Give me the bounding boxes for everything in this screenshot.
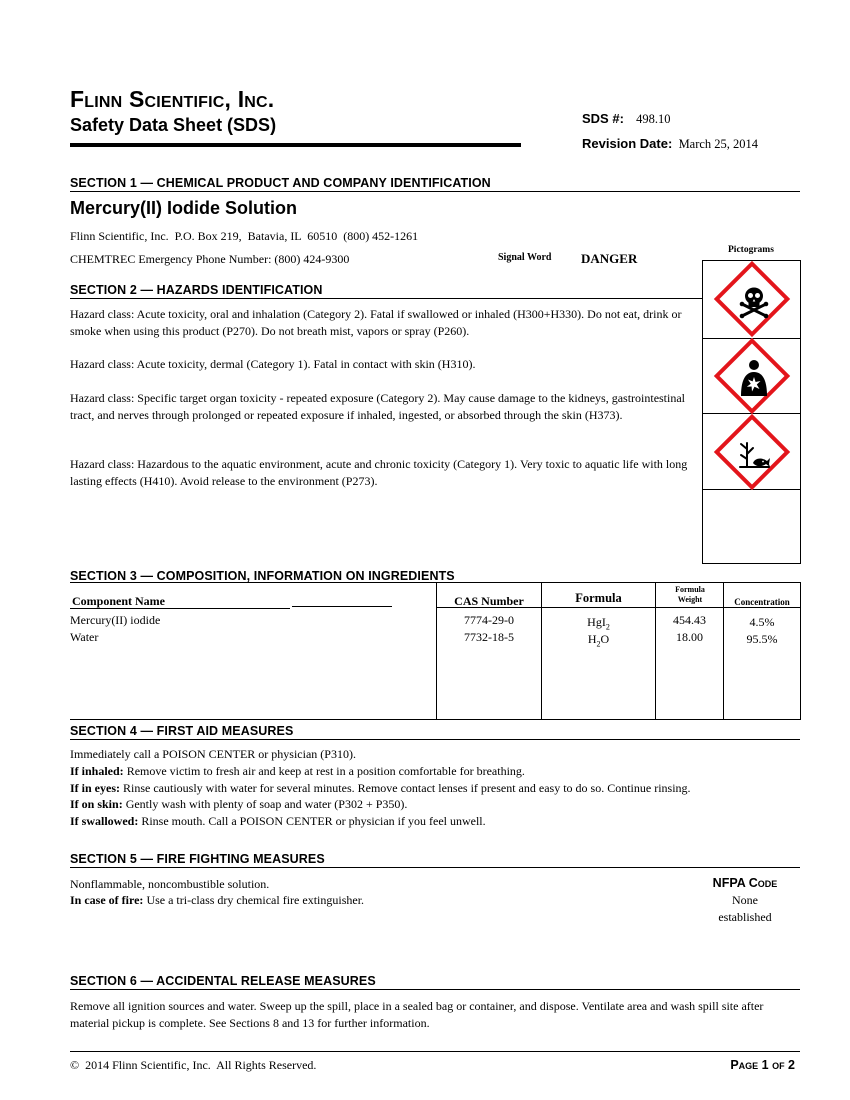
fire-line: Nonflammable, noncombustible solution. [70,877,270,891]
nfpa-value: established [718,910,772,924]
first-aid-label: If swallowed: [70,814,139,828]
emergency-phone: CHEMTREC Emergency Phone Number: (800) 424-9300 [70,252,350,266]
first-aid-intro: Immediately call a POISON CENTER or physician (P310). [70,747,356,761]
ingredients-table [70,582,801,720]
footer-rule [70,1051,800,1052]
column-header-component: Component Name [72,594,165,608]
pictograms-label: Pictograms [728,245,774,255]
company-address: Flinn Scientific, Inc. P.O. Box 219, Batavia, IL 60510 (800) 452-1261 [70,229,419,243]
page-number: Page 1 of 2 [730,1058,795,1072]
column-header-cas: CAS Number [454,594,524,608]
formula-subscript: 2 [605,622,610,632]
section-5-heading: SECTION 5 — FIRE FIGHTING MEASURES [70,852,800,866]
hazard-paragraph: Hazard class: Hazardous to the aquatic environment, acute and chronic toxicity (Category 1). Very toxic to aquatic life with long lasting effects (H410). Avoid release to the environment (P273). [70,457,688,488]
formula-tail: O [600,632,610,646]
first-aid-item [70,780,800,797]
hazard-paragraph: Hazard class: Specific target organ toxicity - repeated exposure (Category 2). May cause damage to the kidneys, gastrointestinal tract, and nerves through prolonged or repeated exposure if inhaled, ingested, or absorbed through the skin (H373). [70,391,686,422]
first-aid-item [70,763,800,780]
table-cell-component: Mercury(II) iodide [70,613,161,627]
section-6-heading: SECTION 6 — ACCIDENTAL RELEASE MEASURES [70,974,800,988]
first-aid-item [70,813,800,830]
section-3-heading: SECTION 3 — COMPOSITION, INFORMATION ON INGREDIENTS [70,569,455,583]
sds-number: 498.10 [636,112,671,126]
section-1-heading: SECTION 1 — CHEMICAL PRODUCT AND COMPANY IDENTIFICATION [70,176,800,190]
hazard-paragraph: Hazard class: Acute toxicity, oral and inhalation (Category 2). Fatal if swallowed or inhaled (H300+H330). Do not eat, drink or smoke when using this product (P270). Do not breath mist, vapors or spray (P260). [70,307,682,338]
revision-date: March 25, 2014 [678,137,759,151]
signal-word: DANGER [581,251,638,266]
first-aid-item [70,796,800,813]
first-aid-label: If on skin: [70,797,123,811]
table-cell-formula [542,631,655,653]
table-cell-weight: 454.43 [673,613,706,627]
column-header-concentration: Concentration [734,597,790,607]
first-aid-label: If in eyes: [70,781,120,795]
environment-hazard-icon [727,427,781,481]
sds-number-block [582,111,671,127]
first-aid-text: Rinse cautiously with water for several minutes. Remove contact lenses if present and easy to do so. Continue rinsing. [120,781,691,795]
fire-extinguish-line [70,892,700,909]
sds-label: SDS #: [582,111,624,126]
section-4-heading: SECTION 4 — FIRST AID MEASURES [70,724,800,738]
table-cell-concentration: 4.5% [749,615,775,629]
skull-crossbones-icon [727,274,781,328]
revision-label: Revision Date: [582,136,673,151]
fire-label: In case of fire: [70,893,144,907]
document-type: Safety Data Sheet (SDS) [70,115,277,135]
column-header-weight: Formula Weight [675,585,705,604]
table-cell-cas: 7774-29-0 [464,613,514,627]
table-cell-weight: 18.00 [676,630,703,644]
first-aid-text: Remove victim to fresh air and keep at rest in a position comfortable for breathing. [123,764,525,778]
health-hazard-icon [727,351,781,405]
formula-base: H [587,632,597,646]
column-header-formula: Formula [575,591,622,605]
table-cell-cas: 7732-18-5 [464,630,514,644]
signal-word-label: Signal Word [498,252,552,263]
revision-date-block [582,136,758,152]
nfpa-label: NFPA Code [712,876,778,890]
copyright: © 2014 Flinn Scientific, Inc. All Rights Reserved. [70,1058,317,1072]
company-name: Flinn Scientific, Inc. [70,86,275,112]
first-aid-text: Rinse mouth. Call a POISON CENTER or physician if you feel unwell. [138,814,486,828]
hazard-paragraph: Hazard class: Acute toxicity, dermal (Category 1). Fatal in contact with skin (H310). [70,357,476,371]
first-aid-text: Gently wash with plenty of soap and water (P302 + P350). [122,797,408,811]
header-rule [70,143,521,147]
product-name: Mercury(II) Iodide Solution [70,198,298,218]
first-aid-label: If inhaled: [70,764,124,778]
fire-text: Use a tri-class dry chemical fire extinguisher. [143,893,365,907]
table-cell-concentration: 95.5% [746,632,778,646]
section-2-heading: SECTION 2 — HAZARDS IDENTIFICATION [70,283,702,297]
formula-base: HgI [587,615,606,629]
release-measures-text: Remove all ignition sources and water. Sweep up the spill, place in a sealed bag or container, and dispose. Ventilate area and wash spill site after material pickup is complete. See Sections 8 and 13 for further information. [70,999,764,1030]
nfpa-value: None [732,893,758,907]
table-cell-component: Water [70,630,99,644]
formula-subscript: 2 [596,639,601,649]
